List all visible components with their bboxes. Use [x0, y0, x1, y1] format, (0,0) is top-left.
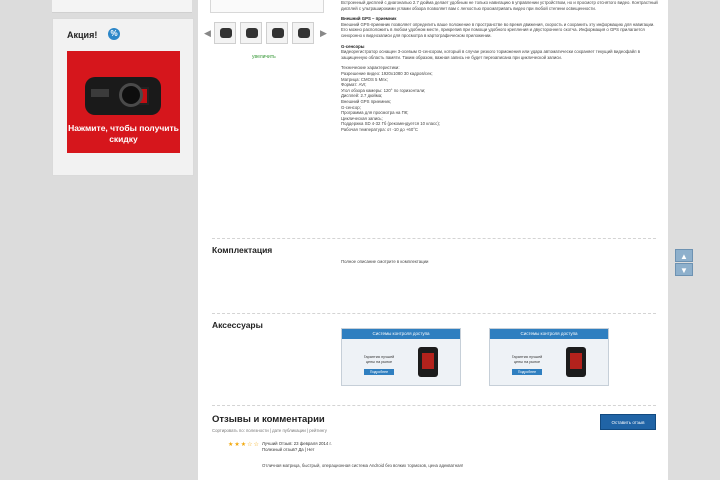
scroll-up-icon[interactable]: ▲ [675, 249, 693, 262]
accessory-card-caption: Гарантия лучшей цены на рынке [511, 355, 543, 364]
specs-list [341, 71, 661, 133]
kit-title: Комплектация [212, 245, 273, 255]
sensors-heading: G-сенсоры [341, 43, 365, 49]
promo-banner-text: Нажмите, чтобы получить скидку [68, 123, 179, 144]
accessory-card-header: Системы контроля доступа [490, 329, 608, 339]
description-paragraph: Встроенный дисплей с диагональю 2.7 дюйма делает удобным не только навигацию в управлении устройством, но и просмотр отснятого видео. Контрастный дисплей с ультраширокими углами обзора позволяет вам с легкостью просматривать видео при любой степени освещенности. [341, 0, 658, 11]
review-text: Отличная матрица, быстрый, операционная система Android без всяких тормозов, цена адекватная! [262, 463, 464, 468]
product-description [341, 0, 661, 132]
kit-text: Полное описание смотрите в комплектации [341, 259, 429, 264]
description-paragraph: Видеорегистратор оснащен 3-осевым G-сенсором, который в случае резкого торможения или удара автоматически сохраняет текущий видеофайл в защищенную область памяти. Таким образом, важная запись не будет перезаписана при циклической записи. [341, 49, 640, 60]
gps-heading: Внешний GPS – приемник [341, 16, 397, 22]
spec-item: Формат: AVI; [341, 82, 367, 88]
review-meta [262, 441, 332, 453]
specs-heading: Технические характеристики: [341, 65, 400, 71]
right-background [668, 0, 720, 480]
dashcam-screen [91, 89, 109, 97]
scroll-down-icon[interactable]: ▼ [675, 263, 693, 276]
spec-item: Внешний GPS приемник; [341, 98, 392, 104]
dashcam-image [85, 77, 161, 115]
accessory-card-button[interactable]: Подробнее [364, 369, 394, 375]
spec-item: Разрешение видео: 1920x1080 30 кадров/сек; [341, 70, 433, 76]
zoom-link[interactable]: увеличить [252, 54, 276, 60]
rating-stars-icon: ★★★☆☆ [228, 442, 260, 448]
phone-image [566, 347, 586, 377]
phone-image [418, 347, 438, 377]
description-paragraph: Внешний GPS-приемник позволяет определить ваше положение в пространстве во время движения, скорость и сохранить эту информацию для навигации. Его можно расположить в любом удобном месте, прикрепив при помощи удобного крепления и двустороннего скотча. Информация о GPS прилагается синхронно к видеозаписи для просмотра в картографическом приложении. [341, 21, 655, 38]
thumbnail[interactable] [292, 22, 314, 44]
spec-item: Дисплей: 2.7 дюйма; [341, 93, 383, 99]
review-helpful[interactable]: Полезный отзыв? Да | Нет [262, 447, 315, 452]
review-author: Лучший Отзыв: 23 февраля 2014 г. [262, 441, 332, 446]
spec-item: Угол обзора камеры: 120° по горизонтали; [341, 87, 426, 93]
promo-title: Акция! [67, 30, 98, 40]
spec-item: Циклическая запись; [341, 115, 383, 121]
percent-badge-icon: % [108, 28, 120, 40]
promo-widget [52, 18, 194, 176]
accessory-card[interactable] [341, 328, 461, 386]
leave-review-button[interactable]: Оставить отзыв [600, 414, 656, 430]
thumbnail[interactable] [240, 22, 262, 44]
sidebar-top-block [52, 0, 192, 13]
accessory-card[interactable] [489, 328, 609, 386]
spec-item: G-сенсор; [341, 104, 361, 110]
section-divider [212, 238, 656, 240]
accessories-title: Аксессуары [212, 320, 263, 330]
spec-item: Рабочая температура: от -10 до +60°С [341, 126, 419, 132]
accessory-card-header: Системы контроля доступа [342, 329, 460, 339]
thumbnail-prev-arrow-icon[interactable]: ◀ [204, 28, 211, 38]
spec-item: Программа для просмотра на ПК; [341, 110, 409, 116]
reviews-sort-links[interactable]: Сортировать по: полезности | дате публикации | рейтингу [212, 428, 327, 433]
thumbnail-next-arrow-icon[interactable]: ▶ [320, 28, 327, 38]
reviews-title: Отзывы и комментарии [212, 414, 325, 425]
section-divider [212, 405, 656, 407]
thumbnail[interactable] [214, 22, 236, 44]
dashcam-lens [119, 83, 143, 107]
promo-banner[interactable] [67, 51, 180, 153]
thumbnail-strip [204, 22, 330, 44]
accessory-card-button[interactable]: Подробнее [512, 369, 542, 375]
section-divider [212, 313, 656, 315]
product-main-image[interactable] [210, 0, 324, 13]
spec-item: Матрица: CMOS 5 Мпх; [341, 76, 388, 82]
thumbnail[interactable] [266, 22, 288, 44]
spec-item: Поддержка SD 4-32 Гб (рекомендуется 10 класс); [341, 121, 440, 127]
accessory-card-caption: Гарантия лучшей цены на рынке [363, 355, 395, 364]
